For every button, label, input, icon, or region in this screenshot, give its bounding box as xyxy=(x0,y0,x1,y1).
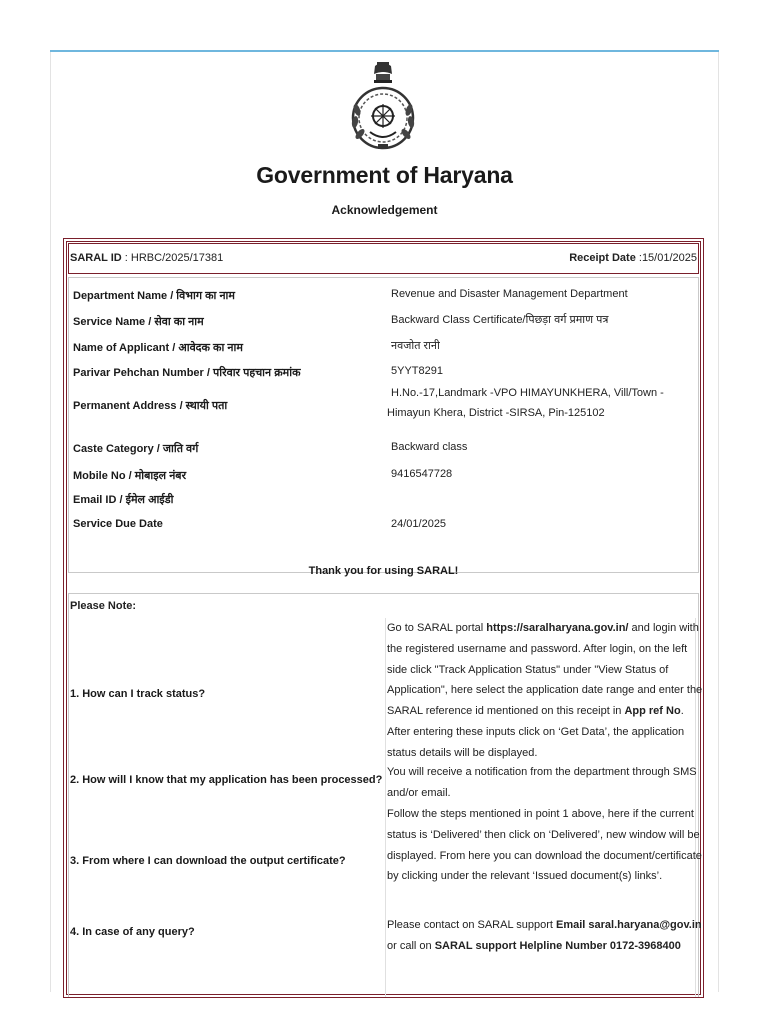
receipt-frame xyxy=(63,238,704,998)
page-title: Government of Haryana xyxy=(256,162,513,188)
saral-id-label: SARAL ID xyxy=(70,252,122,264)
detail-value: Backward Class Certificate/पिछड़ा वर्ग प्रमाण पत्र xyxy=(391,314,609,326)
acknowledgement-page xyxy=(50,52,719,992)
notes-heading: Please Note: xyxy=(70,600,137,612)
faq-answer xyxy=(387,618,705,764)
faq-answer-text: or call on xyxy=(387,939,435,952)
detail-value: Backward class xyxy=(391,441,468,453)
detail-label: Department Name / विभाग का नाम xyxy=(73,290,235,302)
detail-label: Caste Category / जाति वर्ग xyxy=(73,443,199,455)
applicant-details xyxy=(68,277,699,573)
detail-label: Permanent Address / स्थायी पता xyxy=(73,400,228,412)
detail-label: Parivar Pehchan Number / परिवार पहचान क्रमांक xyxy=(73,367,301,379)
page-subtitle: Acknowledgement xyxy=(331,203,438,217)
saral-id-row xyxy=(68,243,699,274)
support-helpline: SARAL support Helpline Number 0172-3968400 xyxy=(434,939,681,952)
saral-portal-link[interactable]: https://saralharyana.gov.in/ xyxy=(486,622,629,634)
detail-label: Email ID / ईमेल आईडी xyxy=(73,494,174,506)
saral-id-value: : HRBC/2025/17381 xyxy=(121,252,224,264)
notes-section xyxy=(68,593,703,997)
faq-answer-text: and login with the registered username and password. After login, on the left side click "Track Application Status" under "View Status of Application", here select the application date range and enter the SARAL reference id mentioned on this receipt in xyxy=(387,622,703,718)
faq-answer-bold: App ref No xyxy=(624,705,681,718)
thanks-message: Thank you for using SARAL! xyxy=(308,565,459,577)
faq-answer: Follow the steps mentioned in point 1 above, here if the current status is ‘Delivered’ then click on ‘Delivered’, new window will be displayed. From here you can download the document/certificate by clicking under the relevant ‘Issued document(s) links’. xyxy=(387,808,702,883)
faq-answer: You will receive a notification from the department through SMS and/or email. xyxy=(387,766,697,799)
detail-value: 24/01/2025 xyxy=(391,518,447,530)
detail-label: Service Name / सेवा का नाम xyxy=(73,316,204,328)
receipt-date xyxy=(569,244,697,273)
saral-id xyxy=(70,244,223,273)
detail-label: Service Due Date xyxy=(73,518,163,530)
faq-question: 3. From where I can download the output certificate? xyxy=(70,855,346,867)
faq-question: 1. How can I track status? xyxy=(70,688,206,700)
receipt-date-label: Receipt Date xyxy=(569,252,636,264)
detail-value: 9416547728 xyxy=(391,468,453,480)
detail-value: नवजोत रानी xyxy=(391,340,440,352)
faq-question: 2. How will I know that my application has been processed? xyxy=(70,774,383,786)
detail-value: H.No.-17,Landmark -VPO HIMAYUNKHERA, Vill/Town - Himayun Khera, District -SIRSA, Pin-125102 xyxy=(387,387,664,419)
haryana-emblem-icon xyxy=(348,60,418,152)
detail-value: Revenue and Disaster Management Department xyxy=(391,288,628,300)
faq-question: 4. In case of any query? xyxy=(70,926,195,938)
detail-label: Mobile No / मोबाइल नंबर xyxy=(73,470,187,482)
faq-answer-text: Please contact on SARAL support xyxy=(387,919,556,931)
faq-answer-text: Go to SARAL portal xyxy=(387,622,487,634)
faq-answer-text: . After entering these inputs click on ‘Get Data’, the application status details will be displayed. xyxy=(387,705,685,759)
detail-label: Name of Applicant / आवेदक का नाम xyxy=(73,342,243,354)
receipt-date-value: :15/01/2025 xyxy=(635,252,697,264)
faq-answer xyxy=(387,915,705,957)
support-email-link[interactable]: Email saral.haryana@gov.in xyxy=(555,919,702,931)
detail-value: 5YYT8291 xyxy=(391,365,443,377)
